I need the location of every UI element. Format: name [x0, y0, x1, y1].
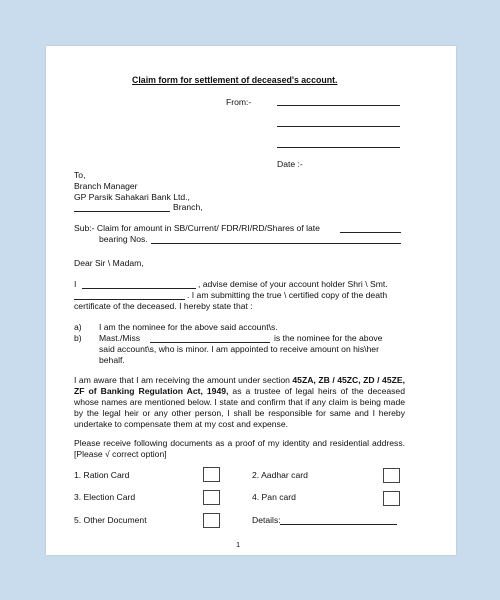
minor-name-line[interactable] [150, 342, 270, 343]
date-label: Date :- [277, 159, 303, 169]
para1-line-2: . I am submitting the true \ certified copy of the death [187, 290, 388, 300]
doc-election-card-label: 3. Election Card [74, 492, 136, 502]
item-b-marker: b) [74, 333, 82, 343]
salutation: Dear Sir \ Madam, [74, 258, 144, 268]
details-label: Details: [252, 515, 281, 525]
para1-line-3: certificate of the deceased. I hereby state that : [74, 301, 253, 311]
from-line-3[interactable] [277, 147, 400, 148]
account-numbers-line[interactable] [151, 243, 401, 244]
item-b-start: Mast./Miss [99, 333, 141, 343]
item-b-line-1: is the nominee for the above [274, 333, 383, 343]
branch-suffix: Branch, [173, 202, 203, 212]
doc-aadhar-card-label: 2. Aadhar card [252, 470, 308, 480]
other-document-checkbox[interactable] [203, 513, 220, 528]
form-title: Claim form for settlement of deceased's account. [132, 75, 338, 85]
doc-pan-card-label: 4. Pan card [252, 492, 296, 502]
to-line-3: GP Parsik Sahakari Bank Ltd., [74, 192, 190, 202]
para2-section-reference: 45ZA, ZB / 45ZC, ZD / 45ZE, ZF of Banking Regulation Act, 1949, [74, 375, 405, 396]
details-line[interactable] [280, 524, 397, 525]
item-a-text: I am the nominee for the above said account\s. [99, 322, 278, 332]
election-card-checkbox[interactable] [203, 490, 220, 505]
doc-other-label: 5. Other Document [74, 515, 147, 525]
doc-ration-card-label: 1. Ration Card [74, 470, 130, 480]
declaration-paragraph [74, 375, 405, 430]
to-line-1: To, [74, 170, 86, 180]
para1-line-1: , advise demise of your account holder Shri \ Smt. [198, 279, 388, 289]
documents-paragraph: Please receive following documents as a proof of my identity and residential address. [Please √ correct option] [74, 438, 405, 459]
from-line-2[interactable] [277, 126, 400, 127]
deceased-name-line[interactable] [74, 299, 185, 300]
item-b-line-2: said account\s, who is minor. I am appointed to receive amount on his\her [99, 344, 379, 354]
page-number: 1 [236, 540, 241, 549]
item-a-marker: a) [74, 322, 82, 332]
late-name-line[interactable] [340, 232, 401, 233]
subject-line-1: Sub:- Claim for amount in SB/Current/ FDR/RI/RD/Shares of late [74, 223, 320, 233]
ration-card-checkbox[interactable] [203, 467, 220, 482]
from-label: From:- [226, 97, 252, 107]
para2-text-after: as a trustee of legal heirs of the deceased whose names are mentioned below. I state and confirm that if any claim is being made by the legal heir or any other person, I shall be responsible for same and I hereby undertake to compensate them at my cost and expense. [74, 386, 405, 429]
from-line-1[interactable] [277, 105, 400, 106]
item-b-line-3: behalf. [99, 355, 125, 365]
aadhar-card-checkbox[interactable] [383, 468, 400, 483]
branch-name-line[interactable] [74, 211, 170, 212]
pan-card-checkbox[interactable] [383, 491, 400, 506]
document-page [46, 46, 456, 555]
para2-text-before: I am aware that I am receiving the amount under section [74, 375, 293, 385]
para1-start: I [74, 279, 77, 289]
subject-line-2: bearing Nos. [99, 234, 148, 244]
claimant-name-line[interactable] [82, 288, 196, 289]
to-line-2: Branch Manager [74, 181, 138, 191]
